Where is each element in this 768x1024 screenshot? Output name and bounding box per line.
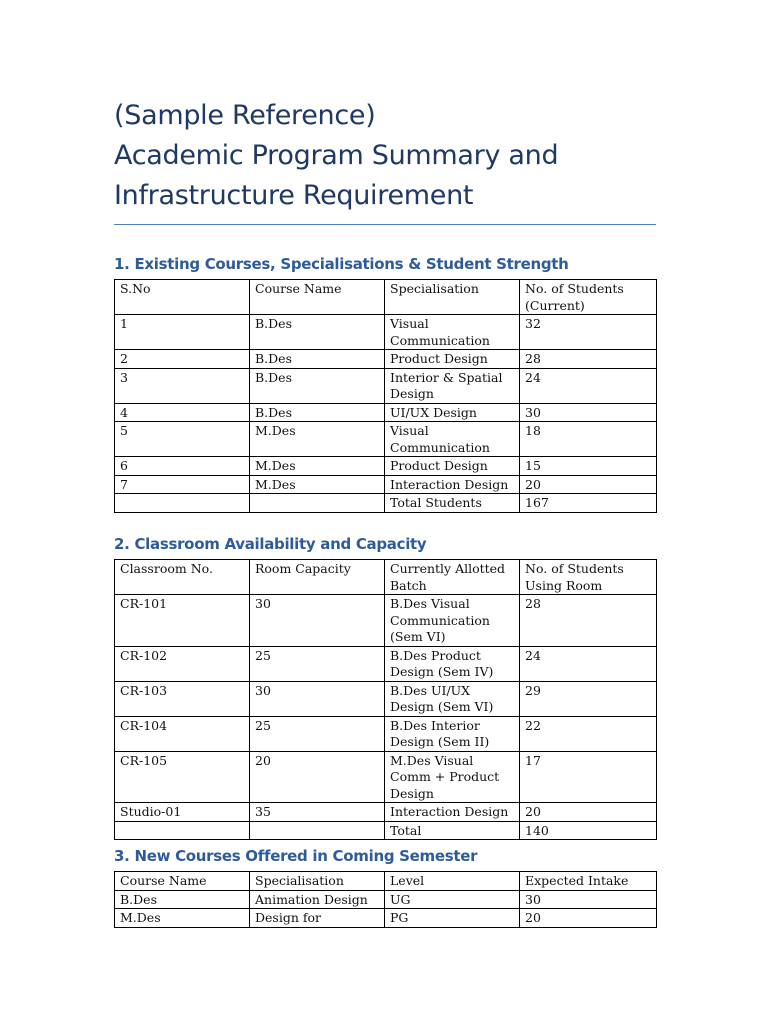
table-cell: Visual Communication — [385, 422, 520, 457]
title-line-1: (Sample Reference) — [114, 100, 376, 131]
table-cell: Animation Design — [250, 890, 385, 909]
table-cell: B.Des — [115, 890, 250, 909]
table-cell: 6 — [115, 457, 250, 476]
table-cell: Total — [385, 821, 520, 840]
title-line-2: Academic Program Summary and — [114, 140, 559, 171]
table-header-cell: Room Capacity — [250, 560, 385, 595]
table-cell: UI/UX Design — [385, 403, 520, 422]
table-cell: 25 — [250, 646, 385, 681]
table-cell: 29 — [520, 681, 657, 716]
table-cell: Studio-01 — [115, 803, 250, 822]
table-header-row — [115, 560, 657, 595]
table-cell: 22 — [520, 716, 657, 751]
table-cell: CR-104 — [115, 716, 250, 751]
table-cell: 167 — [520, 494, 657, 513]
table-row — [115, 681, 657, 716]
table-cell: 24 — [520, 646, 657, 681]
table-cell: 20 — [250, 751, 385, 803]
new-courses-table — [114, 871, 657, 928]
table-row — [115, 315, 657, 350]
table-cell: CR-101 — [115, 595, 250, 647]
table-cell: 30 — [250, 681, 385, 716]
section-2-heading: 2. Classroom Availability and Capacity — [114, 535, 427, 553]
table-header-cell: Level — [385, 872, 520, 891]
table-cell: B.Des — [250, 350, 385, 369]
table-cell: 20 — [520, 475, 657, 494]
table-cell: 15 — [520, 457, 657, 476]
table-cell: PG — [385, 909, 520, 928]
table-cell: M.Des Visual Comm + Product Design — [385, 751, 520, 803]
table-row — [115, 403, 657, 422]
table-row — [115, 595, 657, 647]
table-cell: B.Des — [250, 403, 385, 422]
section-3-heading: 3. New Courses Offered in Coming Semester — [114, 847, 478, 865]
table-cell: 25 — [250, 716, 385, 751]
table-row — [115, 494, 657, 513]
table-cell: M.Des — [115, 909, 250, 928]
table-header-row — [115, 872, 657, 891]
table-cell: M.Des — [250, 475, 385, 494]
table-cell: 4 — [115, 403, 250, 422]
table-cell: B.Des Visual Communication (Sem VI) — [385, 595, 520, 647]
table-header-cell: Expected Intake — [520, 872, 657, 891]
existing-courses-table — [114, 279, 657, 513]
table-cell: 18 — [520, 422, 657, 457]
table-cell — [250, 821, 385, 840]
table-cell: B.Des — [250, 368, 385, 403]
table-cell: 20 — [520, 909, 657, 928]
table-row — [115, 646, 657, 681]
table-header-cell: Specialisation — [385, 280, 520, 315]
table-cell: Product Design — [385, 350, 520, 369]
table-row — [115, 751, 657, 803]
table-cell: B.Des Product Design (Sem IV) — [385, 646, 520, 681]
table-header-cell: No. of Students Using Room — [520, 560, 657, 595]
table-row — [115, 368, 657, 403]
table-cell: M.Des — [250, 457, 385, 476]
table-cell: UG — [385, 890, 520, 909]
table-cell — [115, 494, 250, 513]
classroom-capacity-table — [114, 559, 657, 840]
table-row — [115, 890, 657, 909]
table-cell: 7 — [115, 475, 250, 494]
table-cell: 24 — [520, 368, 657, 403]
table-header-cell: Course Name — [115, 872, 250, 891]
title-divider — [114, 224, 656, 225]
table-cell: Interaction Design — [385, 803, 520, 822]
table-cell: 28 — [520, 350, 657, 369]
table-row — [115, 350, 657, 369]
table-header-cell: S.No — [115, 280, 250, 315]
table-cell: 20 — [520, 803, 657, 822]
table-cell: 30 — [520, 890, 657, 909]
table-cell: Visual Communication — [385, 315, 520, 350]
table-cell: Interaction Design — [385, 475, 520, 494]
table-cell: CR-102 — [115, 646, 250, 681]
table-cell: 30 — [520, 403, 657, 422]
table-cell: 30 — [250, 595, 385, 647]
table-cell: CR-103 — [115, 681, 250, 716]
table-cell — [115, 821, 250, 840]
table-row — [115, 716, 657, 751]
document-title — [114, 96, 656, 216]
table-row — [115, 422, 657, 457]
table-cell: Total Students — [385, 494, 520, 513]
table-cell: 1 — [115, 315, 250, 350]
table-header-cell: Course Name — [250, 280, 385, 315]
table-cell: B.Des UI/UX Design (Sem VI) — [385, 681, 520, 716]
table-row — [115, 457, 657, 476]
table-cell: 5 — [115, 422, 250, 457]
table-cell: 140 — [520, 821, 657, 840]
table-header-row — [115, 280, 657, 315]
title-line-3: Infrastructure Requirement — [114, 180, 474, 211]
table-cell: 2 — [115, 350, 250, 369]
table-header-cell: Currently Allotted Batch — [385, 560, 520, 595]
table-cell: 17 — [520, 751, 657, 803]
table-cell: B.Des — [250, 315, 385, 350]
document-page — [114, 96, 656, 225]
table-cell: CR-105 — [115, 751, 250, 803]
table-cell: M.Des — [250, 422, 385, 457]
table-cell: Design for — [250, 909, 385, 928]
table-cell: 35 — [250, 803, 385, 822]
table-header-cell: No. of Students (Current) — [520, 280, 657, 315]
table-cell: B.Des Interior Design (Sem II) — [385, 716, 520, 751]
table-row — [115, 475, 657, 494]
table-header-cell: Classroom No. — [115, 560, 250, 595]
table-cell: 3 — [115, 368, 250, 403]
section-1-heading: 1. Existing Courses, Specialisations & Student Strength — [114, 255, 569, 273]
table-cell: Product Design — [385, 457, 520, 476]
table-cell — [250, 494, 385, 513]
table-cell: 32 — [520, 315, 657, 350]
table-header-cell: Specialisation — [250, 872, 385, 891]
table-row — [115, 821, 657, 840]
table-row — [115, 909, 657, 928]
table-cell: Interior & Spatial Design — [385, 368, 520, 403]
table-row — [115, 803, 657, 822]
table-cell: 28 — [520, 595, 657, 647]
